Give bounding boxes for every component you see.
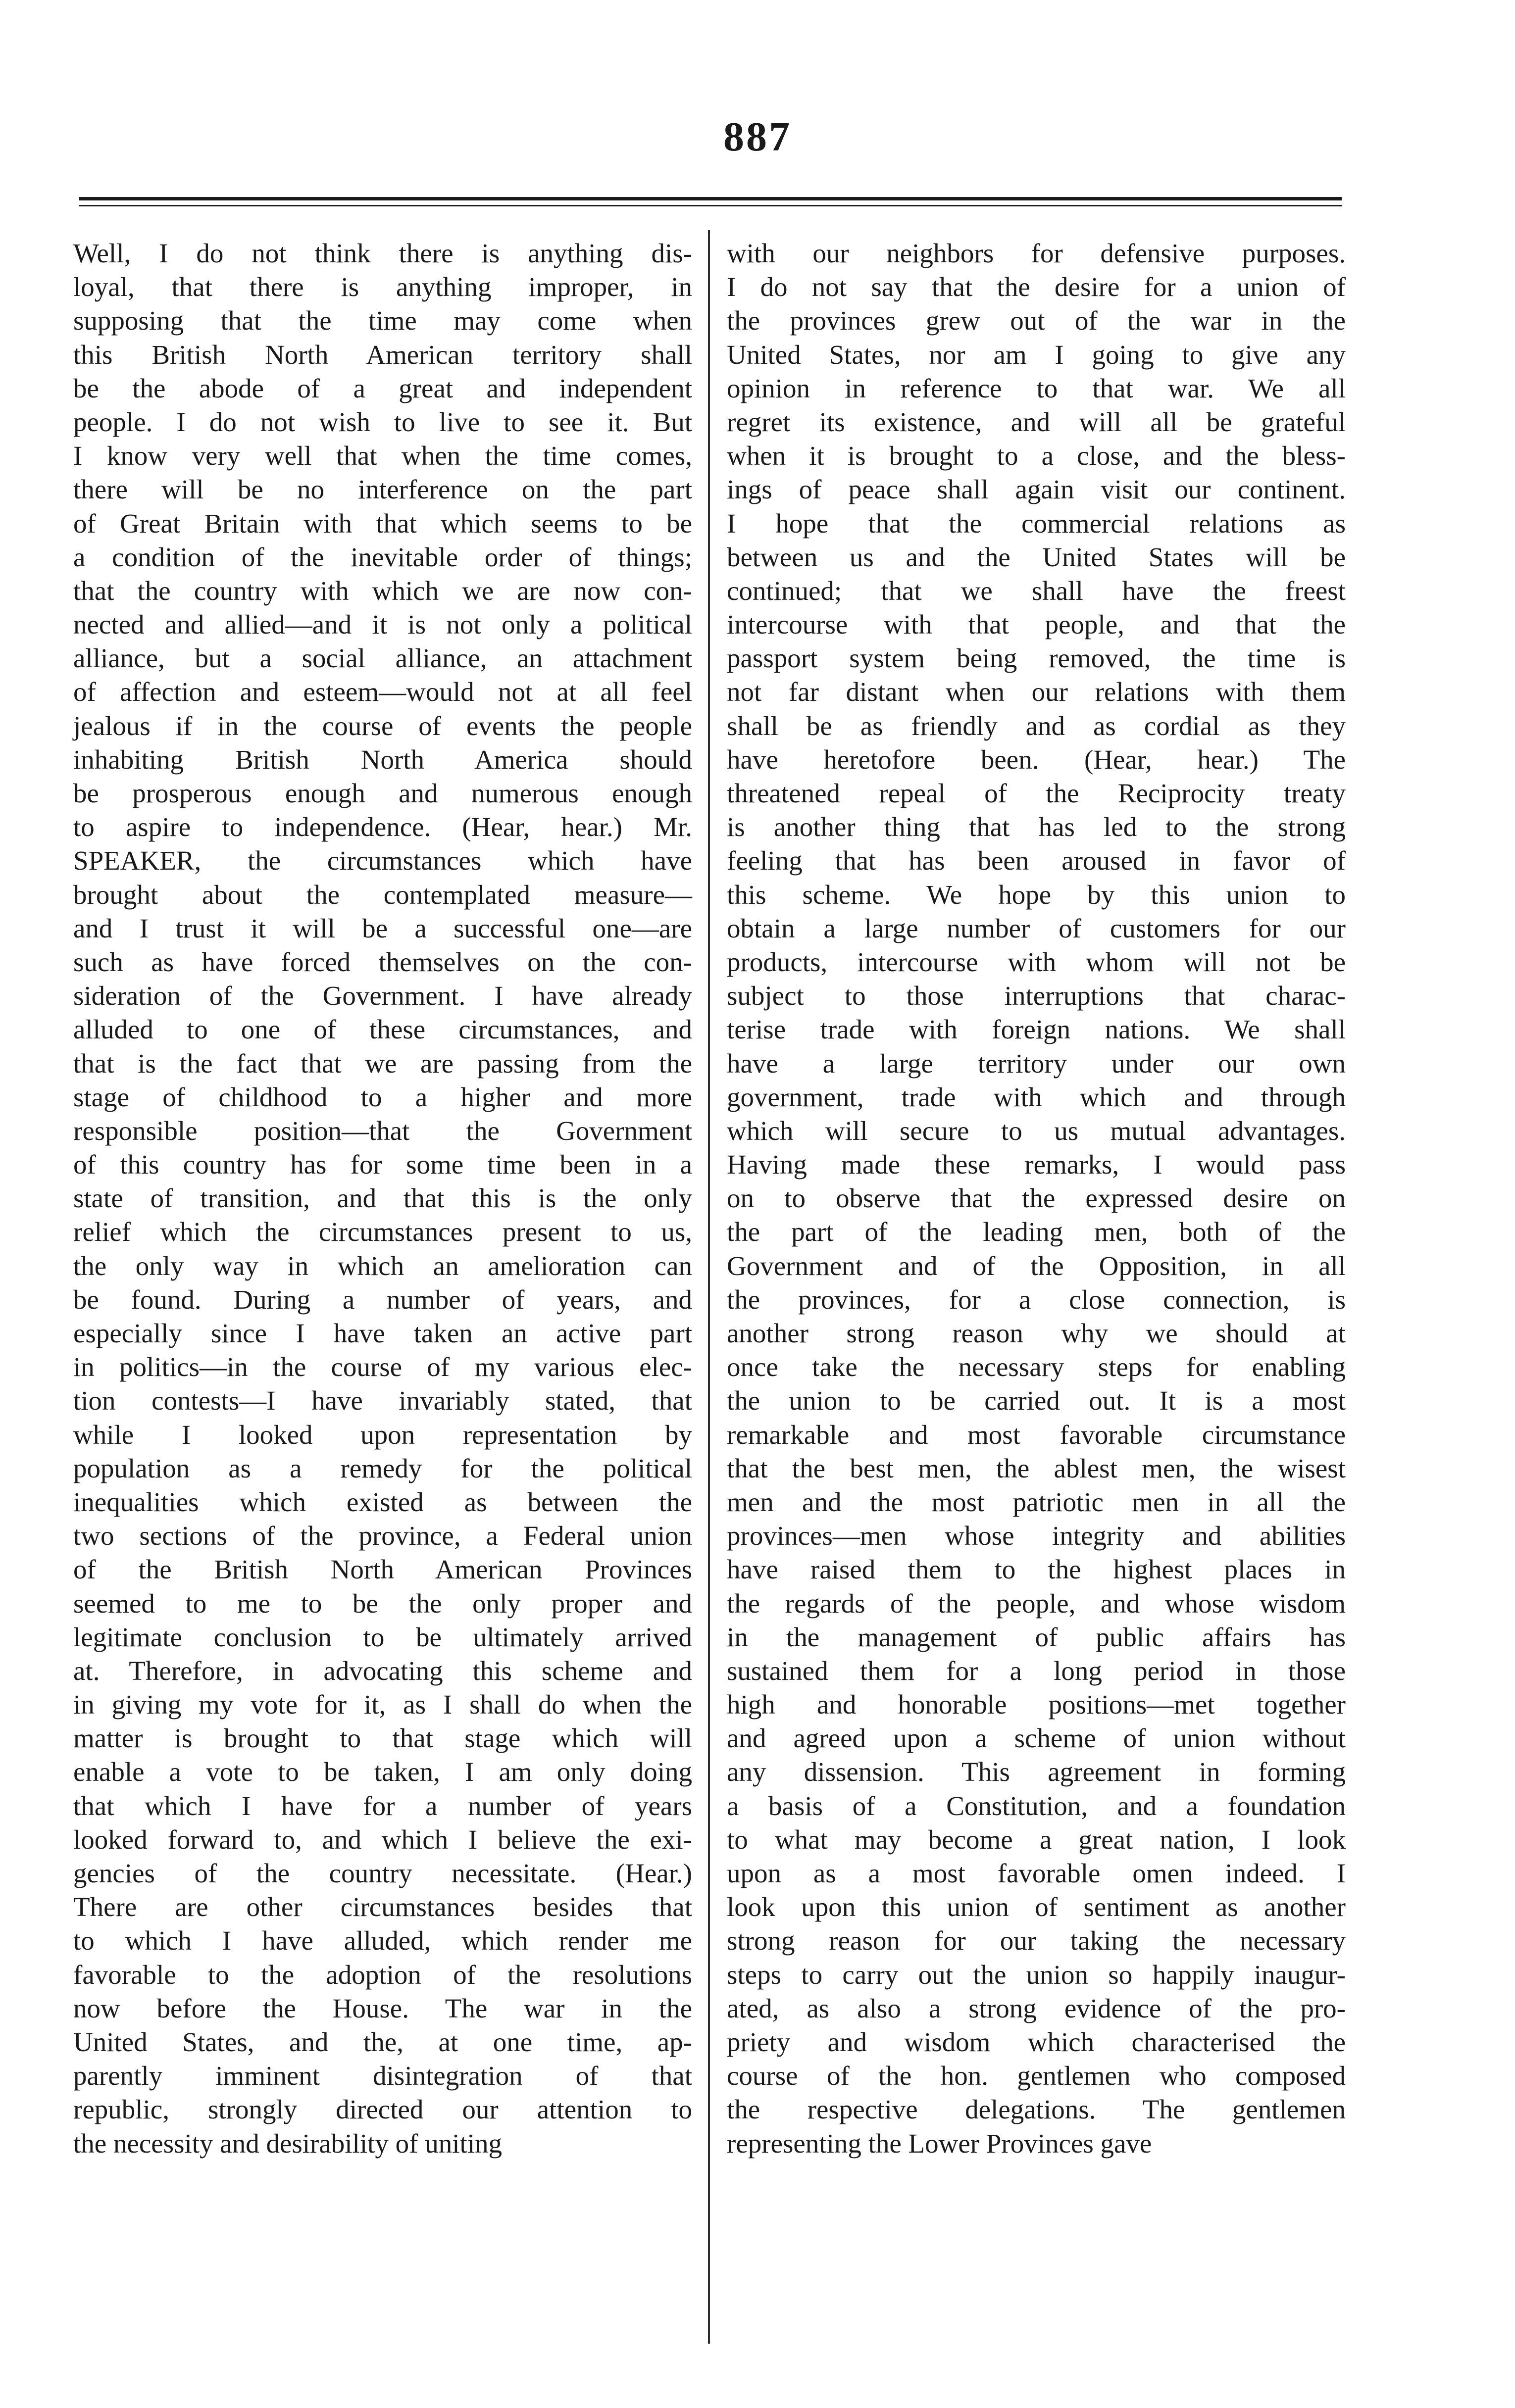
- text-line: subject to those interruptions that charac-: [727, 981, 1346, 1011]
- text-line: and agreed upon a scheme of union without: [727, 1723, 1346, 1754]
- text-line: between us and the United States will be: [727, 541, 1346, 572]
- text-line: United States, nor am I going to give any: [727, 339, 1346, 370]
- text-line: to which I have alluded, which render me: [73, 1925, 692, 1956]
- text-line: the only way in which an amelioration can: [73, 1250, 692, 1281]
- text-line: another strong reason why we should at: [727, 1318, 1346, 1348]
- text-line: priety and wisdom which characterised the: [727, 2026, 1346, 2057]
- text-line: high and honorable positions—met together: [727, 1689, 1346, 1720]
- text-line: at. Therefore, in advocating this scheme and: [73, 1655, 692, 1686]
- text-line: ings of peace shall again visit our continent.: [727, 474, 1346, 505]
- text-line: state of transition, and that this is the only: [73, 1183, 692, 1214]
- header-rule-thin: [79, 205, 1342, 206]
- text-line: the provinces, for a close connection, is: [727, 1284, 1346, 1315]
- text-line: look upon this union of sentiment as another: [727, 1892, 1346, 1922]
- page-number: 887: [723, 114, 792, 160]
- text-line: of the British North American Provinces: [73, 1554, 692, 1585]
- text-line: I hope that the commercial relations as: [727, 508, 1346, 539]
- text-line: is another thing that has led to the strong: [727, 812, 1346, 842]
- text-line: not far distant when our relations with them: [727, 677, 1346, 707]
- text-line: steps to carry out the union so happily inaugur-: [727, 1959, 1346, 1990]
- text-line: Government and of the Opposition, in all: [727, 1250, 1346, 1281]
- text-line: and I trust it will be a successful one—are: [73, 913, 692, 943]
- text-line: SPEAKER, the circumstances which have: [73, 845, 692, 876]
- text-line: now before the House. The war in the: [73, 1993, 692, 2023]
- text-line: a condition of the inevitable order of things;: [73, 541, 692, 572]
- text-line: I know very well that when the time comes,: [73, 441, 692, 471]
- text-line: inequalities which existed as between the: [73, 1486, 692, 1517]
- text-line: legitimate conclusion to be ultimately arrived: [73, 1622, 692, 1652]
- text-line: threatened repeal of the Reciprocity treaty: [727, 778, 1346, 808]
- text-line: United States, and the, at one time, ap-: [73, 2026, 692, 2057]
- text-line: the provinces grew out of the war in the: [727, 305, 1346, 336]
- text-line: government, trade with which and through: [727, 1081, 1346, 1112]
- text-line: nected and allied—and it is not only a political: [73, 609, 692, 640]
- text-line: with our neighbors for defensive purposes.: [727, 238, 1346, 268]
- text-line: terise trade with foreign nations. We shall: [727, 1014, 1346, 1045]
- text-line: of Great Britain with that which seems to be: [73, 508, 692, 539]
- text-line: responsible position—that the Government: [73, 1115, 692, 1146]
- text-line: to aspire to independence. (Hear, hear.) Mr.: [73, 812, 692, 842]
- text-line: that is the fact that we are passing from the: [73, 1048, 692, 1079]
- text-line: favorable to the adoption of the resolutions: [73, 1959, 692, 1990]
- text-line: have a large territory under our own: [727, 1048, 1346, 1079]
- text-line: of this country has for some time been in a: [73, 1149, 692, 1180]
- text-line: which will secure to us mutual advantages.: [727, 1115, 1346, 1146]
- text-line: republic, strongly directed our attention to: [73, 2094, 692, 2125]
- text-line: upon as a most favorable omen indeed. I: [727, 1858, 1346, 1888]
- text-line: that which I have for a number of years: [73, 1790, 692, 1821]
- text-line: matter is brought to that stage which will: [73, 1723, 692, 1754]
- text-line: representing the Lower Provinces gave: [727, 2128, 1152, 2159]
- text-line: have heretofore been. (Hear, hear.) The: [727, 744, 1346, 775]
- text-line: provinces—men whose integrity and abilities: [727, 1521, 1346, 1551]
- text-line: the part of the leading men, both of the: [727, 1217, 1346, 1247]
- text-line: be the abode of a great and independent: [73, 373, 692, 403]
- text-line: in giving my vote for it, as I shall do when the: [73, 1689, 692, 1720]
- text-line: the regards of the people, and whose wisdom: [727, 1588, 1346, 1619]
- text-line: shall be as friendly and as cordial as they: [727, 710, 1346, 741]
- text-line: brought about the contemplated measure—: [73, 879, 692, 910]
- text-line: relief which the circumstances present to us,: [73, 1217, 692, 1247]
- text-line: that the best men, the ablest men, the wisest: [727, 1453, 1346, 1483]
- text-line: to what may become a great nation, I look: [727, 1824, 1346, 1855]
- text-line: while I looked upon representation by: [73, 1419, 692, 1450]
- text-line: Well, I do not think there is anything dis-: [73, 238, 692, 268]
- text-line: people. I do not wish to live to see it. But: [73, 406, 692, 437]
- text-line: when it is brought to a close, and the bless-: [727, 441, 1346, 471]
- text-line: there will be no interference on the part: [73, 474, 692, 505]
- text-line: especially since I have taken an active part: [73, 1318, 692, 1348]
- text-line: feeling that has been aroused in favor of: [727, 845, 1346, 876]
- text-line: this British North American territory shall: [73, 339, 692, 370]
- header-rule-thick: [79, 197, 1342, 200]
- text-line: obtain a large number of customers for our: [727, 913, 1346, 943]
- text-line: course of the hon. gentlemen who composed: [727, 2061, 1346, 2091]
- text-line: opinion in reference to that war. We all: [727, 373, 1346, 403]
- text-line: enable a vote to be taken, I am only doing: [73, 1757, 692, 1787]
- text-line: parently imminent disintegration of that: [73, 2061, 692, 2091]
- text-line: continued; that we shall have the freest: [727, 575, 1346, 606]
- text-line: on to observe that the expressed desire on: [727, 1183, 1346, 1214]
- text-line: tion contests—I have invariably stated, that: [73, 1385, 692, 1416]
- text-line: jealous if in the course of events the people: [73, 710, 692, 741]
- text-line: seemed to me to be the only proper and: [73, 1588, 692, 1619]
- text-line: supposing that the time may come when: [73, 305, 692, 336]
- text-line: loyal, that there is anything improper, in: [73, 272, 692, 302]
- text-line: alliance, but a social alliance, an attachment: [73, 643, 692, 674]
- text-line: that the country with which we are now con-: [73, 575, 692, 606]
- text-line: stage of childhood to a higher and more: [73, 1081, 692, 1112]
- text-line: population as a remedy for the political: [73, 1453, 692, 1483]
- text-line: intercourse with that people, and that the: [727, 609, 1346, 640]
- text-line: There are other circumstances besides that: [73, 1892, 692, 1922]
- text-line: men and the most patriotic men in all the: [727, 1486, 1346, 1517]
- text-line: have raised them to the highest places in: [727, 1554, 1346, 1585]
- text-line: the union to be carried out. It is a most: [727, 1385, 1346, 1416]
- text-line: any dissension. This agreement in forming: [727, 1757, 1346, 1787]
- text-line: the respective delegations. The gentlemen: [727, 2094, 1346, 2125]
- text-line: of affection and esteem—would not at all feel: [73, 677, 692, 707]
- text-line: be found. During a number of years, and: [73, 1284, 692, 1315]
- text-line: remarkable and most favorable circumstance: [727, 1419, 1346, 1450]
- text-line: once take the necessary steps for enabling: [727, 1352, 1346, 1382]
- text-line: inhabiting British North America should: [73, 744, 692, 775]
- text-line: a basis of a Constitution, and a foundation: [727, 1790, 1346, 1821]
- text-line: sideration of the Government. I have already: [73, 981, 692, 1011]
- text-line: Having made these remarks, I would pass: [727, 1149, 1346, 1180]
- text-line: the necessity and desirability of uniting: [73, 2128, 503, 2159]
- text-line: regret its existence, and will all be grateful: [727, 406, 1346, 437]
- column-divider: [708, 230, 710, 2344]
- text-line: such as have forced themselves on the con-: [73, 946, 692, 977]
- text-line: be prosperous enough and numerous enough: [73, 778, 692, 808]
- left-column: [73, 237, 692, 2161]
- text-line: in the management of public affairs has: [727, 1622, 1346, 1652]
- right-column: [727, 237, 1346, 2161]
- text-line: this scheme. We hope by this union to: [727, 879, 1346, 910]
- text-line: strong reason for our taking the necessary: [727, 1925, 1346, 1956]
- text-line: two sections of the province, a Federal union: [73, 1521, 692, 1551]
- text-line: alluded to one of these circumstances, and: [73, 1014, 692, 1045]
- text-line: in politics—in the course of my various elec-: [73, 1352, 692, 1382]
- text-line: looked forward to, and which I believe the exi-: [73, 1824, 692, 1855]
- text-line: gencies of the country necessitate. (Hear.): [73, 1858, 692, 1888]
- text-line: sustained them for a long period in those: [727, 1655, 1346, 1686]
- text-line: I do not say that the desire for a union of: [727, 272, 1346, 302]
- text-line: ated, as also a strong evidence of the pro-: [727, 1993, 1346, 2023]
- text-line: products, intercourse with whom will not be: [727, 946, 1346, 977]
- text-line: passport system being removed, the time is: [727, 643, 1346, 674]
